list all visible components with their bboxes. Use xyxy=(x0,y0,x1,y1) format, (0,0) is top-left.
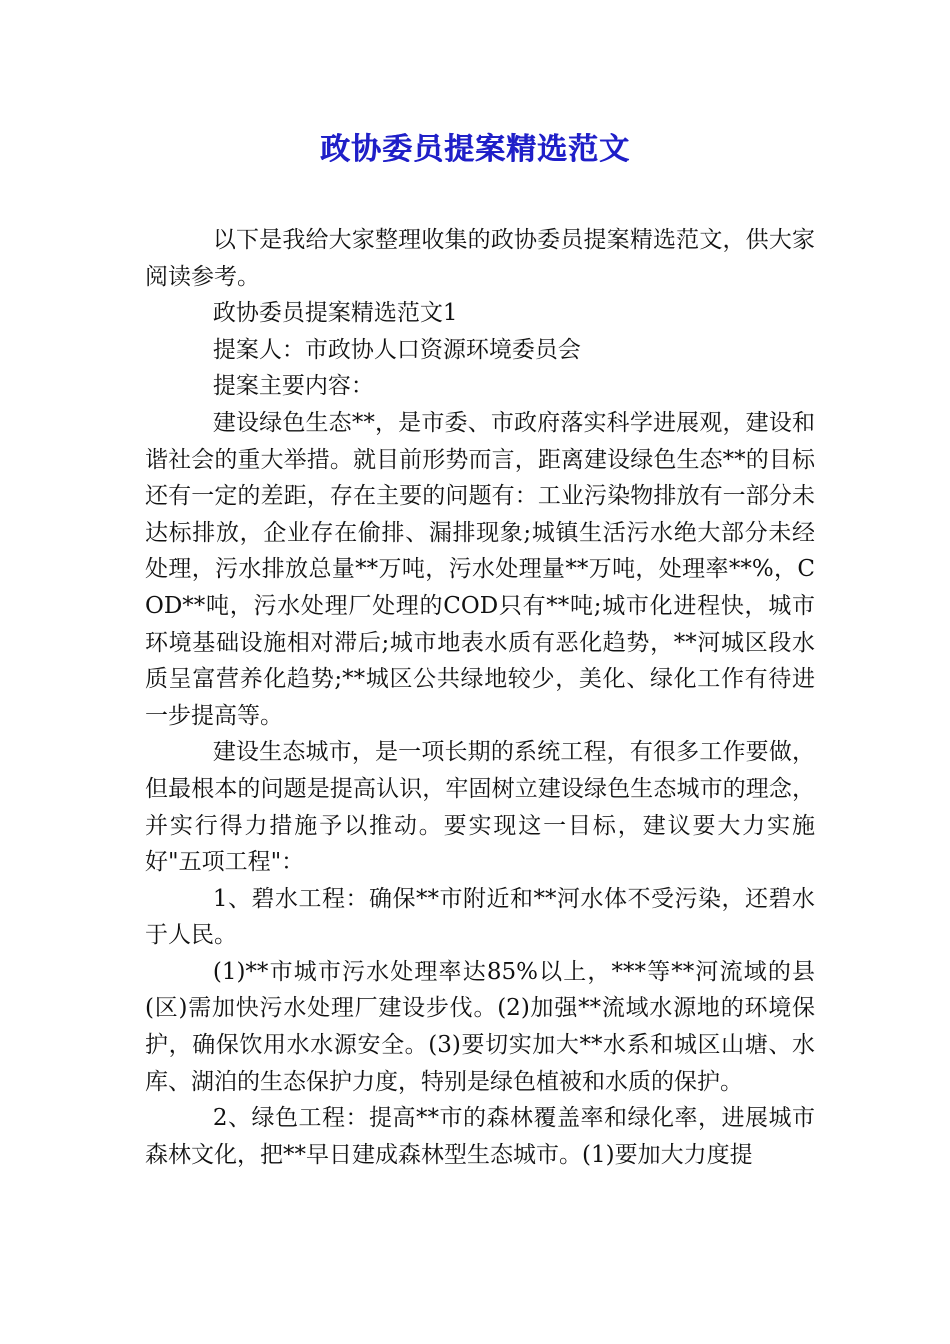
paragraph-proposer: 提案人：市政协人口资源环境委员会 xyxy=(212,336,581,363)
paragraph-problems: 建设绿色生态**，是市委、市政府落实科学进展观，建设和谐社会的重大举措。就目前形势而言，距离建设绿色生态**的目标还有一定的差距，存在主要的问题有：工业污染物排放有一部分未达标排放，企业存在偷排、漏排现象;城镇生活污水绝大部分未经处理，污水排放总量**万吨，污水处理量**万吨，处理率**%，COD**吨，污水处理厂处理的COD只有**吨;城市化进程快，城市环境基础设施相对滞后;城市地表水质有恶化趋势，**河城区段水质呈富营养化趋势;**城区公共绿地较少，美化、绿化工作有待进一步提高等。 xyxy=(145,409,815,729)
paragraph-clear-water-measures: (1)**市城市污水处理率达85%以上，***等**河流域的县(区)需加快污水处理厂建设步伐。(2)加强**流域水源地的环境保护，确保饮用水水源安全。(3)要切实加大**水系和城区山塘、水库、湖泊的生态保护力度，特别是绿色植被和水质的保护。 xyxy=(145,958,815,1095)
paragraph-main-content-heading: 提案主要内容： xyxy=(212,373,374,400)
document-body xyxy=(145,222,815,1173)
paragraph-clear-water-project: 1、碧水工程：确保**市附近和**河水体不受污染，还碧水于人民。 xyxy=(145,885,815,949)
paragraph-subtitle: 政协委员提案精选范文1 xyxy=(212,300,458,327)
paragraph-green-project: 2、绿色工程：提高**市的森林覆盖率和绿化率，进展城市森林文化，把**早日建成森林型生态城市。(1)要加大力度提 xyxy=(145,1105,815,1168)
paragraph-intro: 以下是我给大家整理收集的政协委员提案精选范文，供大家阅读参考。 xyxy=(145,227,815,290)
document-title: 政协委员提案精选范文 xyxy=(320,132,630,167)
paragraph-five-projects: 建设生态城市，是一项长期的系统工程，有很多工作要做，但最根本的问题是提高认识，牢固树立建设绿色生态城市的理念，并实行得力措施予以推动。要实现这一目标，建议要大力实施好"五项工程"： xyxy=(145,739,815,876)
